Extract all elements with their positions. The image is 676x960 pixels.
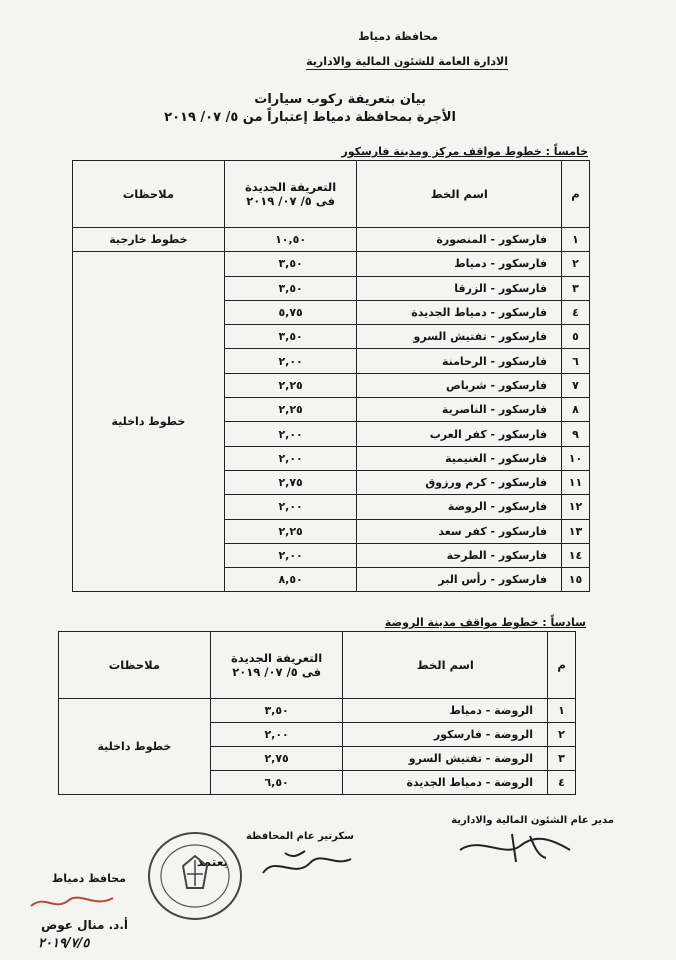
fare-value: ٢,٠٠ (224, 446, 357, 470)
col-notes: ملاحظات (59, 632, 211, 699)
row-number: ٦ (562, 349, 590, 373)
row-number: ١٣ (562, 519, 590, 543)
fare-value: ٢,٢٥ (224, 373, 357, 397)
row-number: ١ (548, 699, 576, 723)
line-name: الروضة - دمياط الجديدة (343, 771, 548, 795)
line-name: فارسكور - الغنيمية (357, 446, 562, 470)
col-num: م (562, 161, 590, 228)
col-line-name: اسم الخط (357, 161, 562, 228)
finance-director-label: مدير عام الشئون المالية والادارية (451, 815, 614, 826)
line-name: فارسكور - رأس البر (357, 568, 562, 592)
row-number: ٢ (548, 723, 576, 747)
row-number: ٤ (562, 300, 590, 324)
row-number: ٧ (562, 373, 590, 397)
col-fare-date: فى ٥/ ٠٧/ ٢٠١٩ (246, 194, 335, 208)
page-title: بيان بتعريفة ركوب سيارات (254, 92, 426, 107)
col-fare (224, 161, 357, 228)
line-name: فارسكور - المنصورة (357, 228, 562, 252)
fare-value: ٣,٥٠ (224, 325, 357, 349)
col-fare-date: فى ٥/ ٠٧/ ٢٠١٩ (232, 665, 321, 679)
row-number: ١ (562, 228, 590, 252)
line-name: الروضة - دمياط (343, 699, 548, 723)
line-name: فارسكور - الطرحة (357, 543, 562, 567)
governor-title: محافظ دمياط (51, 872, 126, 885)
section6-table (58, 631, 576, 795)
official-seal-icon (145, 830, 245, 922)
page-subtitle: الأجرة بمحافظة دمياط إعتباراً من ٥/ ٠٧/ ٢٠١٩ (164, 110, 456, 125)
handwritten-date: ٢٠١٩/٧/٥ (38, 936, 90, 951)
line-name: الروضة - فارسكور (343, 723, 548, 747)
notes-cell: خطوط خارجية (73, 228, 225, 252)
col-fare-title: التعريفة الجديدة (231, 651, 323, 665)
fare-value: ٥,٧٥ (224, 300, 357, 324)
fare-value: ٢,٧٥ (224, 470, 357, 494)
fare-value: ١٠,٥٠ (224, 228, 357, 252)
row-number: ٢ (562, 252, 590, 276)
fare-value: ٢,٢٥ (224, 519, 357, 543)
fare-value: ٨,٥٠ (224, 568, 357, 592)
row-number: ١١ (562, 470, 590, 494)
line-name: فارسكور - كرم ورزوق (357, 470, 562, 494)
row-number: ١٢ (562, 495, 590, 519)
notes-cell: خطوط داخلية (59, 699, 211, 795)
row-number: ٨ (562, 398, 590, 422)
table-row (73, 252, 590, 276)
approve-label: يعتمد (196, 855, 228, 869)
line-name: فارسكور - كفر العرب (357, 422, 562, 446)
secretary-general-label: سكرتير عام المحافظة (245, 831, 354, 842)
governor-signature (25, 888, 120, 916)
line-name: الروضة - تفتيش السرو (343, 747, 548, 771)
line-name: فارسكور - الروضة (357, 495, 562, 519)
col-fare-title: التعريفة الجديدة (245, 180, 337, 194)
finance-director-signature (450, 828, 580, 868)
line-name: فارسكور - الزرقا (357, 276, 562, 300)
department-header: الادارة العامة للشئون المالية والادارية (306, 55, 508, 68)
line-name: فارسكور - كفر سعد (357, 519, 562, 543)
section6-heading: سادساً : خطوط مواقف مدينة الروضة (384, 616, 586, 629)
fare-value: ٢,٠٠ (224, 422, 357, 446)
section5-heading: خامساً : خطوط مواقف مركز ومدينة فارسكور (341, 145, 588, 158)
line-name: فارسكور - شرباص (357, 373, 562, 397)
row-number: ١٤ (562, 543, 590, 567)
fare-value: ٣,٥٠ (224, 276, 357, 300)
line-name: فارسكور - الرحامنة (357, 349, 562, 373)
line-name: فارسكور - الناصرية (357, 398, 562, 422)
col-notes: ملاحظات (73, 161, 225, 228)
line-name: فارسكور - دمياط (357, 252, 562, 276)
section5-table (72, 160, 590, 592)
secretary-general-signature (255, 845, 365, 883)
governorate-header: محافظة دمياط (358, 30, 438, 43)
col-line-name: اسم الخط (343, 632, 548, 699)
governor-name: أ.د. منال عوض (41, 918, 128, 932)
fare-value: ٦,٥٠ (210, 771, 343, 795)
fare-value: ٢,٠٠ (224, 495, 357, 519)
row-number: ٤ (548, 771, 576, 795)
fare-value: ٢,٠٠ (224, 543, 357, 567)
line-name: فارسكور - دمياط الجديدة (357, 300, 562, 324)
row-number: ١٠ (562, 446, 590, 470)
fare-value: ٢,٢٥ (224, 398, 357, 422)
line-name: فارسكور - تفتيش السرو (357, 325, 562, 349)
row-number: ٥ (562, 325, 590, 349)
notes-cell: خطوط داخلية (73, 252, 225, 592)
row-number: ٣ (548, 747, 576, 771)
fare-value: ٢,٧٥ (210, 747, 343, 771)
col-fare (210, 632, 343, 699)
row-number: ٣ (562, 276, 590, 300)
fare-value: ٢,٠٠ (210, 723, 343, 747)
col-num: م (548, 632, 576, 699)
fare-value: ٢,٠٠ (224, 349, 357, 373)
fare-value: ٣,٥٠ (210, 699, 343, 723)
table-row (59, 699, 576, 723)
fare-value: ٣,٥٠ (224, 252, 357, 276)
row-number: ١٥ (562, 568, 590, 592)
row-number: ٩ (562, 422, 590, 446)
table-row (73, 228, 590, 252)
